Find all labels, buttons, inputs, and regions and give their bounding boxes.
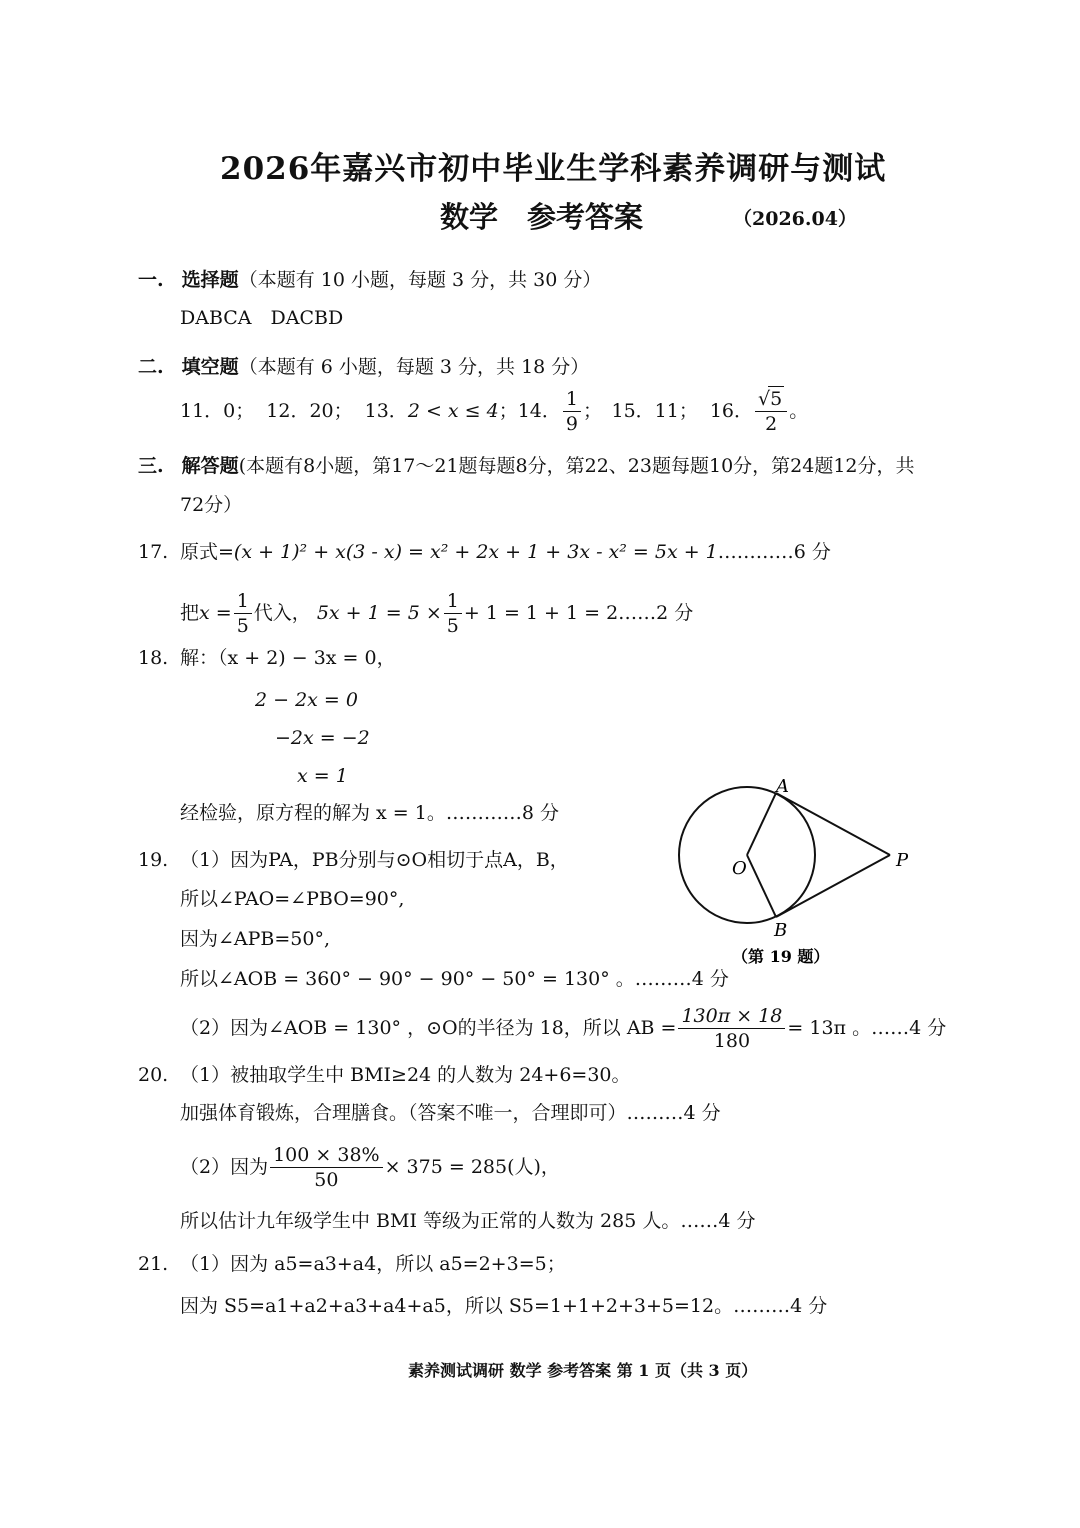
q20-part2-post: × 375 = 285(人)，	[384, 1155, 560, 1178]
figure-caption: （第 19 题）	[732, 947, 830, 966]
section2-note: （本题有 6 小题，每题 3 分，共 18 分）	[238, 356, 590, 378]
q18-line4: x = 1	[297, 765, 348, 787]
page-footer: 素养测试调研 数学 参考答案 第 1 页（共 3 页）	[408, 1361, 758, 1380]
section1-heading	[138, 269, 601, 292]
q19-part2-pre: （2）因为∠AOB = 130° ，⊙O的半径为 18，所以 AB =	[180, 1016, 677, 1039]
q17-sub-b: 代入，	[253, 601, 311, 624]
q20-line2: 加强体育锻炼，合理膳食。（答案不唯一，合理即可）………4 分	[180, 1102, 721, 1124]
section2-answers	[180, 385, 808, 437]
label-o: O	[732, 858, 747, 879]
section3-num: 三.	[138, 455, 164, 477]
q19-fraction	[678, 1004, 785, 1053]
answer-15: ； 15．11；	[582, 399, 698, 422]
exam-date: （2026.04）	[733, 208, 857, 230]
section2-heading	[138, 356, 589, 379]
section2-num: 二.	[138, 356, 164, 378]
q17-score2: ……2 分	[618, 601, 694, 624]
q19-fraction-denominator: 180	[713, 1029, 751, 1052]
section1-num: 一.	[138, 269, 164, 291]
answer-16-radicand: 5	[770, 388, 783, 410]
q17-expression: (x + 1)² + x(3 - x) = x² + 2x + 1 + 3x - x² = 5x + 1	[233, 541, 718, 563]
q17-line2	[180, 587, 693, 639]
q19-line3: 因为∠APB=50°,	[180, 928, 331, 950]
answer-16-numerator: √5	[755, 386, 787, 412]
q17-line1	[180, 541, 831, 564]
q20-fraction-denominator: 50	[314, 1168, 339, 1191]
q20-fraction-numerator: 100 × 38%	[270, 1143, 383, 1168]
q17-fraction2-numerator: 1	[444, 589, 462, 614]
q17-fraction1-denominator: 5	[236, 614, 249, 637]
section3-note-line1: (本题有8小题，第17～21题每题8分，第22、23题每题10分，第24题12分，共	[238, 455, 915, 477]
q17-sub-d: + 1 = 1 + 1 = 2	[463, 601, 619, 624]
q19-fraction-numerator: 130π × 18	[678, 1004, 785, 1029]
answer-14-fraction	[563, 387, 581, 436]
q21-line2: 因为 S5=a1+a2+a3+a4+a5，所以 S5=1+1+2+3+5=12。………4 分	[180, 1295, 828, 1317]
answer-11: 11．0；	[180, 399, 255, 422]
tangent-pa	[776, 793, 890, 855]
answer-14-denominator: 9	[565, 412, 578, 435]
label-p: P	[896, 850, 909, 871]
q18-number: 18.	[138, 647, 169, 669]
q18-line5: 经检验，原方程的解为 x = 1。…………8 分	[180, 802, 559, 824]
q20-number: 20.	[138, 1064, 169, 1086]
q17-score1: …………6 分	[717, 541, 831, 563]
q19-number: 19.	[138, 849, 169, 871]
q17-fraction1	[234, 589, 252, 638]
section3-heading	[138, 455, 915, 478]
section1-note: （本题有 10 小题，每题 3 分，共 30 分）	[238, 269, 602, 291]
answer-14-label: ；14．	[498, 399, 561, 422]
section3-name: 解答题	[181, 455, 239, 477]
q17-fraction1-numerator: 1	[234, 589, 252, 614]
q20-fraction	[270, 1143, 383, 1192]
label-b: B	[774, 920, 788, 941]
page-title: 2026年嘉兴市初中毕业生学科素养调研与测试	[220, 151, 887, 187]
q20-part2-pre: （2）因为	[180, 1155, 269, 1178]
q17-number: 17.	[138, 541, 169, 563]
radius-ob	[747, 855, 776, 917]
answer-13-label: 13．	[364, 399, 408, 422]
section2-name: 填空题	[181, 356, 239, 378]
q17-sub-a: 把	[180, 601, 200, 624]
q18-line1: 解：（x + 2) − 3x = 0，	[180, 647, 396, 669]
q19-line2: 所以∠PAO=∠PBO=90°,	[180, 888, 405, 910]
q18-line2: 2 − 2x = 0	[255, 689, 358, 711]
q17-sub-c: 5x + 1 = 5 ×	[316, 601, 442, 624]
answer-16-fraction	[755, 386, 787, 436]
q19-figure	[670, 770, 930, 970]
section1-answers: DABCA DACBD	[180, 307, 344, 329]
tangent-pb	[776, 855, 890, 917]
q17-fraction2-denominator: 5	[446, 614, 459, 637]
answer-16-label: 16．	[709, 399, 754, 422]
section3-note-line2: 72分）	[180, 494, 243, 516]
q18-line3: −2x = −2	[275, 727, 370, 749]
answer-16-end: 。	[789, 399, 809, 422]
q20-line4: 所以估计九年级学生中 BMI 等级为正常的人数为 285 人。……4 分	[180, 1210, 756, 1232]
page-subtitle: 数学 参考答案	[440, 200, 644, 234]
q21-number: 21.	[138, 1253, 169, 1275]
answer-14-numerator: 1	[563, 387, 581, 412]
q20-line3	[180, 1140, 560, 1194]
q19-part2-post: = 13π 。……4 分	[787, 1016, 947, 1039]
q17-fraction2	[444, 589, 462, 638]
q17-sub-x: x =	[199, 601, 232, 624]
q17-prefix: 原式=	[180, 541, 234, 563]
q20-line1: （1）被抽取学生中 BMI≥24 的人数为 24+6=30。	[180, 1064, 631, 1086]
answer-12: 12．20；	[266, 399, 353, 422]
answer-16-denominator: 2	[765, 413, 778, 435]
label-a: A	[776, 776, 789, 797]
radius-oa	[747, 793, 776, 855]
q19-line5	[180, 1001, 946, 1055]
section1-name: 选择题	[181, 269, 239, 291]
answer-13-value: 2 < x ≤ 4	[407, 399, 499, 422]
q19-line4: 所以∠AOB = 360° − 90° − 90° − 50° = 130° 。………4 分	[180, 968, 729, 990]
q19-line1: （1）因为PA，PB分别与⊙O相切于点A，B，	[180, 849, 569, 871]
q21-line1: （1）因为 a5=a3+a4，所以 a5=2+3=5；	[180, 1253, 566, 1275]
